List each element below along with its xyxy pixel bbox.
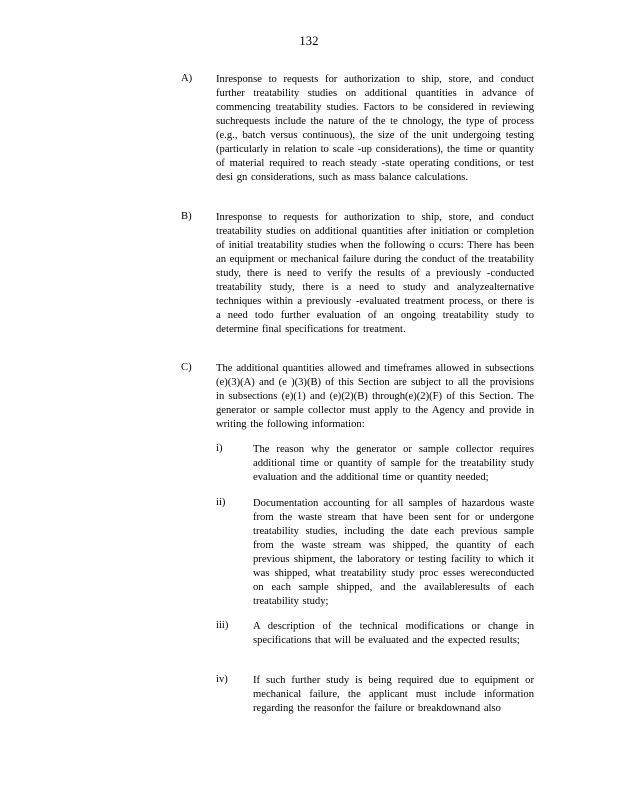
item-text: Inresponse to requests for authorization to ship, store, and conduct further treatability studies on additional quantities in advance of commencing treatability studies. Factors to be considered in reviewing suchrequests include the nature of the te chnology, the type of process (e.g., batch versus continuous), the size of the unit undergoing testing (particularly in relation to scale -up considerations), the time or quantity of material required to reach steady -state operating conditions, or test desi gn considerations, such as mass balance calculations.: [216, 74, 534, 184]
sub-item-text: If such further study is being required due to equipment or mechanical failure, the applicant must include information regarding the reasonfor the failure or breakdownand also: [253, 675, 534, 715]
item-label: A): [181, 73, 193, 84]
item-text: The additional quantities allowed and timeframes allowed in subsections (e)(3)(A) and (e )(3)(B) of this Section are subject to all the provisions in subsections (e)(1) and (e)(2)(B) through(e)(2)(F) of this Section. The generator or sample collector must apply to the Agency and provide in writing the following information:: [216, 363, 534, 431]
sub-item-label: ii): [216, 497, 226, 508]
sub-item-text: The reason why the generator or sample collector requires additional time or quantity of sample for the treatability study evaluation and the additional time or quantity needed;: [253, 444, 534, 484]
sub-item-text: A description of the technical modifications or change in specifications that will be evaluated and the expected results;: [253, 621, 534, 647]
page-number: 132: [299, 34, 319, 48]
item-text: Inresponse to requests for authorization to ship, store, and conduct treatability studies on additional quantities after initiation or completion of initial treatability studies when the following o ccurs: There has been an equipment or mechanical failure during the conduct of the treatability study, there is need to verify the results of a previously -conducted treatability study, there is a need to study and analyzealternative techniques within a previously -evaluated treatment process, or there is a need todo further evaluation of an ongoing treatability study to determine final specifications for treatment.: [216, 212, 534, 336]
item-label: C): [181, 362, 192, 373]
sub-item-text: Documentation accounting for all samples of hazardous waste from the waste stream that have been sent for or undergone treatability studies, including the date each previous sample from the waste stream was shipped, the quantity of each previous shipment, the laboratory or testing facility to which it was shipped, what treatability study proc esses wereconducted on each sample shipped, and the availableresults of each treatability study;: [253, 498, 534, 608]
sub-item-label: i): [216, 443, 223, 454]
item-label: B): [181, 211, 192, 222]
sub-item-label: iv): [216, 674, 228, 685]
sub-item-label: iii): [216, 620, 229, 631]
